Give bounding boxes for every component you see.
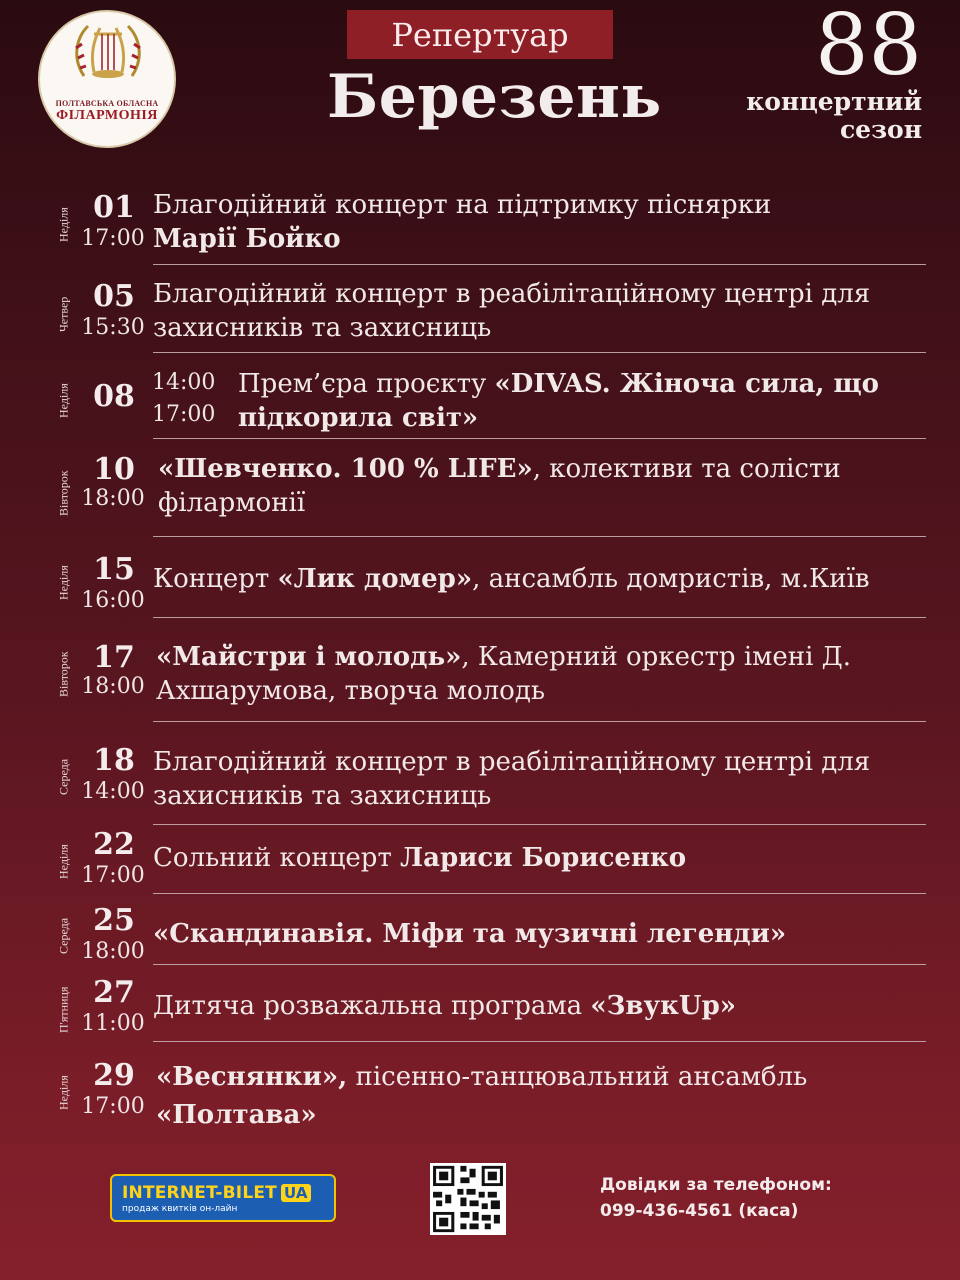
list-item <box>52 827 926 895</box>
event-time: 14:00 <box>152 370 216 395</box>
contact-info <box>600 1172 832 1224</box>
divider <box>153 893 926 894</box>
weekday-label: Середа <box>56 758 71 796</box>
event-title-text: Прем’єра проєкту <box>238 369 495 399</box>
event-day: 22 <box>93 827 135 862</box>
event-title-bold: «Шевченко. 100 % LIFE» <box>158 454 533 484</box>
event-day: 25 <box>93 903 135 938</box>
event-day: 29 <box>93 1058 135 1093</box>
qr-code-icon[interactable] <box>430 1163 506 1235</box>
list-item <box>52 363 926 443</box>
event-title-bold: «Скандинавія. Міфи та музичні легенди» <box>153 919 787 949</box>
divider <box>153 264 926 265</box>
event-time: 18:00 <box>81 939 145 964</box>
list-item <box>52 903 926 967</box>
season-number: 88 <box>815 0 922 94</box>
internet-bilet-logo[interactable] <box>110 1174 336 1222</box>
event-title <box>238 367 918 435</box>
event-title <box>156 1058 926 1134</box>
divider <box>153 964 926 965</box>
ticket-brand: INTERNET-BILET <box>122 1182 277 1203</box>
list-item <box>52 450 926 540</box>
event-time: 14:00 <box>81 779 145 804</box>
event-title-text: , колективи та солісти філармонії <box>158 454 841 518</box>
weekday-label: Неділя <box>56 1075 71 1111</box>
event-day: 15 <box>93 552 135 587</box>
event-title <box>153 841 923 875</box>
list-item <box>52 275 926 355</box>
event-time: 18:00 <box>81 674 145 699</box>
list-item <box>52 552 926 620</box>
divider <box>153 1041 926 1042</box>
contact-label: Довідки за телефоном: <box>600 1175 832 1195</box>
event-time: 11:00 <box>81 1011 145 1036</box>
event-title <box>153 917 923 951</box>
event-day: 01 <box>93 190 135 225</box>
event-title-bold: Лариси Борисенко <box>400 843 687 873</box>
weekday-label: Неділя <box>56 207 71 243</box>
event-day: 17 <box>93 640 135 675</box>
weekday-label: Середа <box>56 917 71 955</box>
event-title-bold: «Веснянки», <box>156 1062 348 1092</box>
event-title-bold: «ЗвукUp» <box>590 991 736 1021</box>
divider <box>153 536 926 537</box>
contact-phone[interactable]: 099-436-4561 (каса) <box>600 1201 799 1221</box>
event-time: 17:00 <box>81 226 145 251</box>
weekday-label: Вівторок <box>56 651 71 697</box>
event-title: Благодійний концерт в реабілітаційному центрі для захисників та захисниць <box>153 747 871 811</box>
logo-title: ФІЛАРМОНІЯ <box>56 108 158 123</box>
event-title-bold: «Лик домер» <box>277 564 473 594</box>
list-item <box>52 638 926 726</box>
ticket-brand-row <box>122 1183 334 1203</box>
event-day: 27 <box>93 975 135 1010</box>
event-title-text: , Камерний оркестр імені Д. Ахшарумова, творча молодь <box>156 642 852 706</box>
weekday-label: Четвер <box>56 296 71 332</box>
list-item <box>52 186 926 266</box>
divider <box>153 438 926 439</box>
event-title: Благодійний концерт в реабілітаційному центрі для захисників та захисниць <box>153 279 871 343</box>
weekday-label: Неділя <box>56 844 71 880</box>
logo-subtitle: ПОЛТАВСЬКА ОБЛАСНА <box>55 99 159 108</box>
season-label-1: концертний <box>746 87 922 116</box>
event-day: 05 <box>93 279 135 314</box>
season-label-2: сезон <box>839 115 922 144</box>
weekday-label: П'ятниця <box>56 986 71 1034</box>
event-title-bold: «DIVAS. Жіноча сила, що підкорила світ» <box>238 369 879 433</box>
weekday-label: Неділя <box>56 383 71 419</box>
season-block <box>746 2 922 144</box>
event-title-text: Благодійний концерт на підтримку піснярки <box>153 190 772 220</box>
event-day: 10 <box>93 452 135 487</box>
event-title <box>153 989 923 1023</box>
event-time: 17:00 <box>81 863 145 888</box>
event-title-text: Сольний концерт <box>153 843 401 873</box>
event-time: 18:00 <box>81 486 145 511</box>
event-title-bold: Марії Бойко <box>153 224 341 254</box>
divider <box>153 721 926 722</box>
list-item <box>52 1058 926 1138</box>
repertoire-label: Репертуар <box>347 10 613 59</box>
weekday-label: Неділя <box>56 565 71 601</box>
event-time: 15:30 <box>81 315 145 340</box>
event-title-bold: «Майстри і молодь» <box>156 642 462 672</box>
ticket-brand-ua: UA <box>281 1184 311 1202</box>
event-title <box>153 188 923 256</box>
event-title-text: пісенно-танцювальний ансамбль <box>347 1062 808 1092</box>
divider <box>153 617 926 618</box>
event-title-bold: «Полтава» <box>156 1100 317 1130</box>
lyre-icon <box>70 18 146 84</box>
event-day: 08 <box>93 379 135 414</box>
event-time: 17:00 <box>81 1094 145 1119</box>
qr-code-graphic <box>430 1163 506 1235</box>
event-time: 16:00 <box>81 588 145 613</box>
event-title-text: Концерт <box>153 564 278 594</box>
list-item <box>52 743 926 827</box>
weekday-label: Вівторок <box>56 470 71 516</box>
divider <box>153 824 926 825</box>
ticket-subtitle: продаж квитків он-лайн <box>122 1203 238 1214</box>
event-title <box>158 452 928 520</box>
event-title-text: Дитяча розважальна програма <box>153 991 591 1021</box>
event-title <box>153 562 923 596</box>
divider <box>153 352 926 353</box>
page-title: Березень <box>327 62 662 132</box>
event-title <box>156 640 926 708</box>
event-times <box>152 367 232 431</box>
event-day: 18 <box>93 743 135 778</box>
event-time: 17:00 <box>152 402 216 427</box>
event-title-text: , ансамбль домристів, м.Київ <box>472 564 870 594</box>
philharmonic-logo <box>38 10 176 148</box>
list-item <box>52 975 926 1045</box>
